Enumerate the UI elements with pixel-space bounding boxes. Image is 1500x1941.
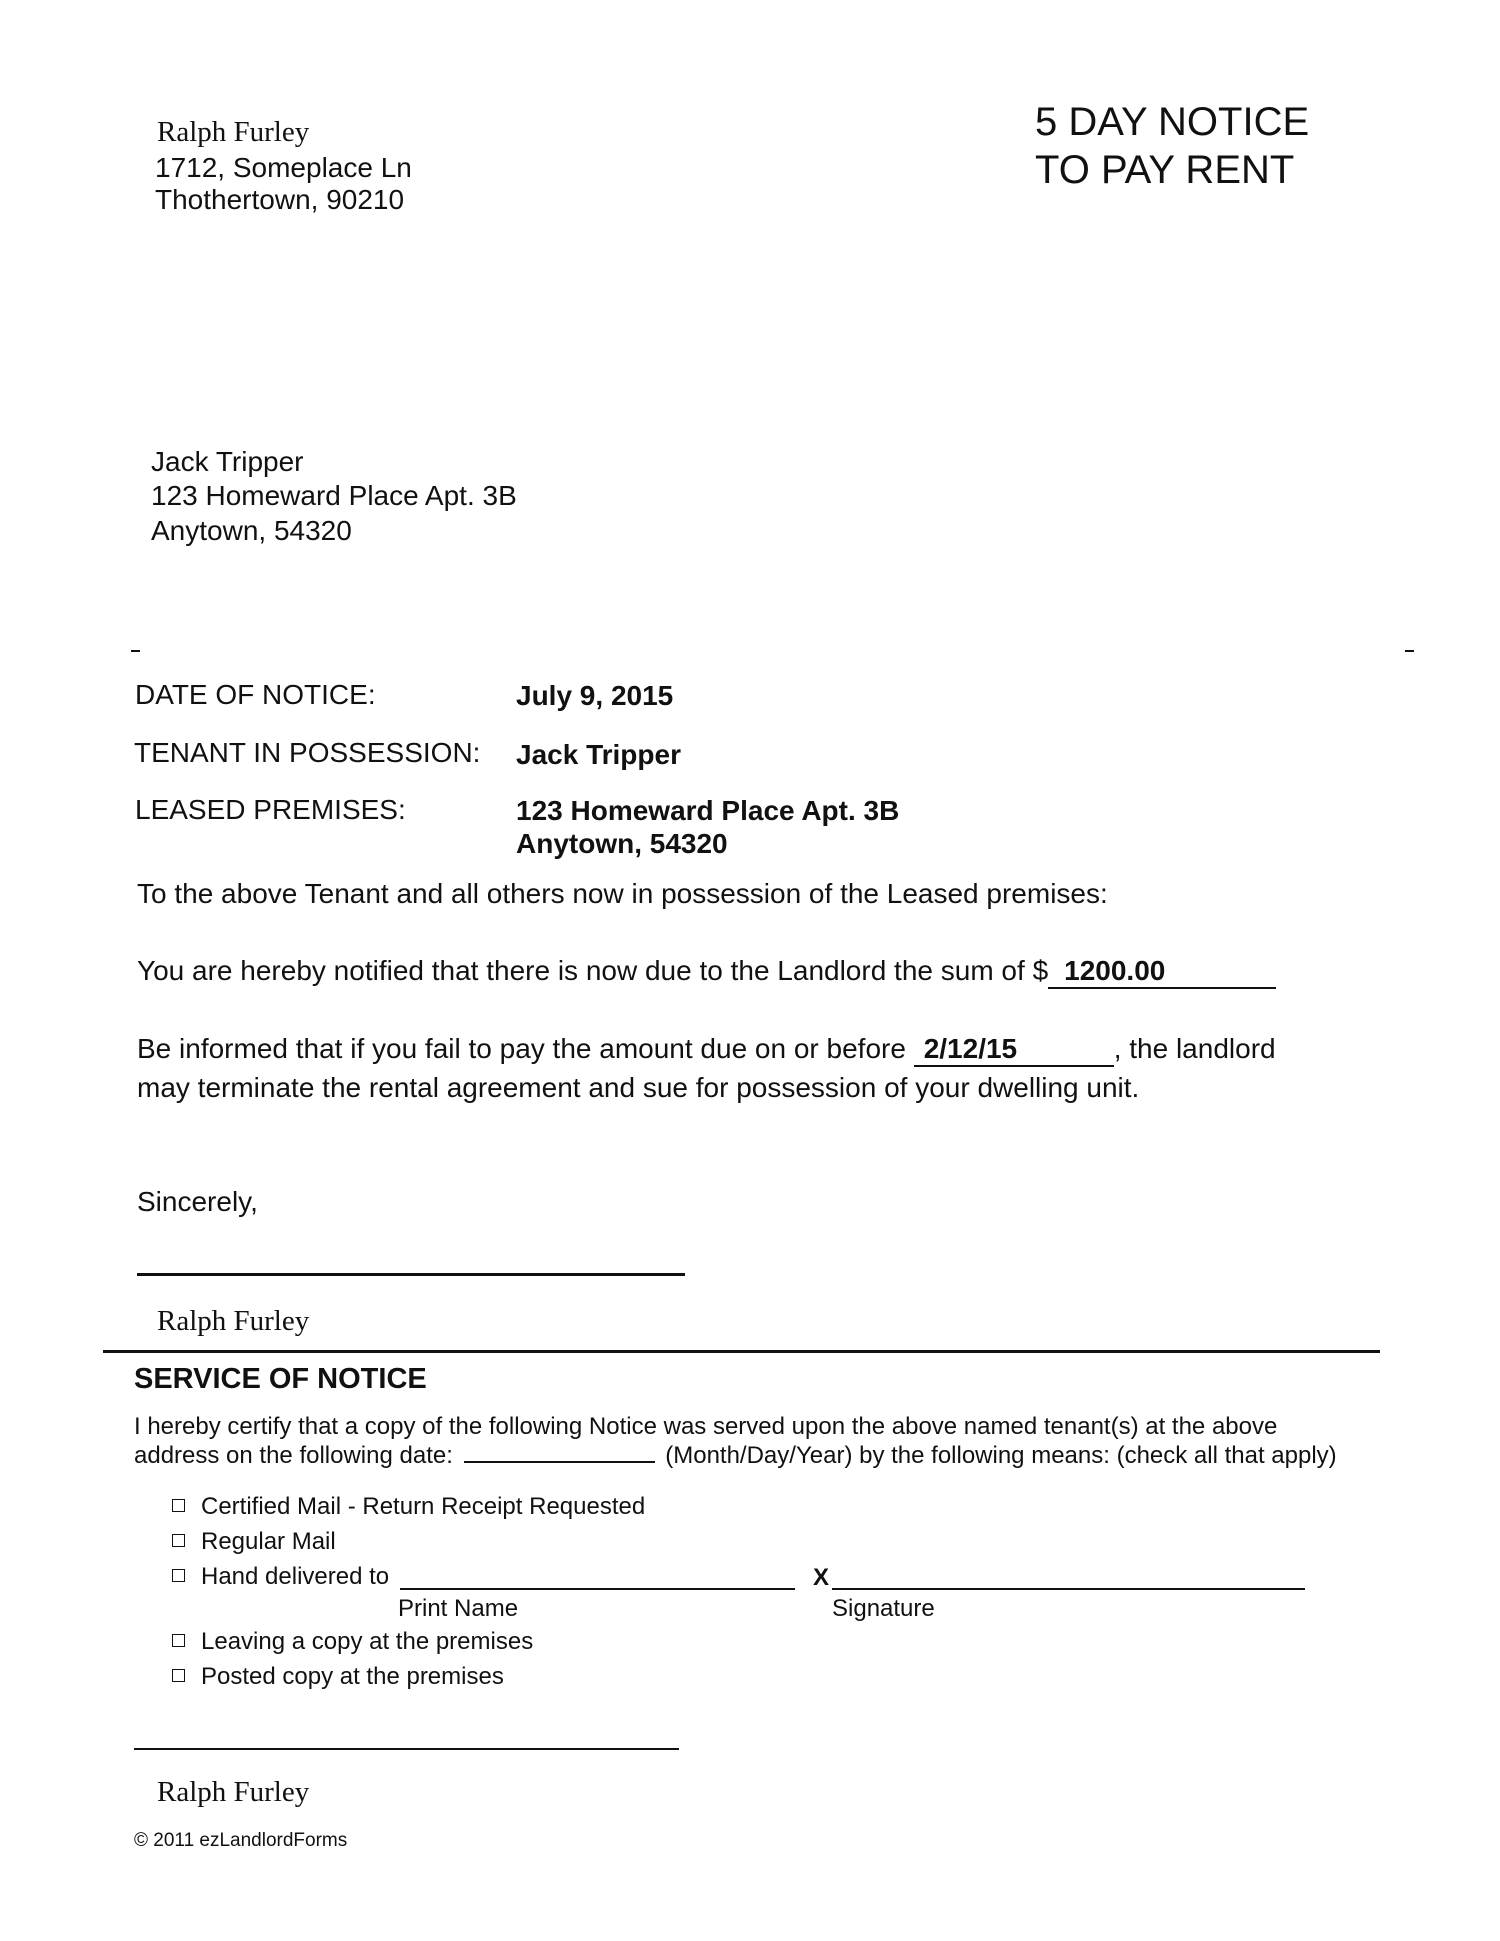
premises-label: LEASED PREMISES: <box>135 794 406 825</box>
pay-deadline-date: 2/12/15 <box>923 1033 1018 1064</box>
premises-value-line2: Anytown, 54320 <box>516 828 728 859</box>
signature-x-mark: X <box>813 1564 830 1591</box>
option-label: Hand delivered to <box>201 1563 390 1590</box>
certify-line2-after: (Month/Day/Year) by the following means: (check all that apply) <box>665 1442 1337 1469</box>
recipient-name: Jack Tripper <box>151 446 304 477</box>
pay-deadline-field <box>914 1033 1114 1067</box>
tenant-label: TENANT IN POSSESSION: <box>134 737 481 768</box>
copyright-footer: © 2011 ezLandlordForms <box>134 1830 348 1851</box>
amount-due-paragraph <box>137 953 1276 989</box>
checkbox[interactable] <box>172 1669 185 1682</box>
recipient-address-line1: 123 Homeward Place Apt. 3B <box>151 480 517 511</box>
amount-due-text: You are hereby notified that there is now due to the Landlord the sum of $ <box>137 955 1049 986</box>
option-label: Regular Mail <box>201 1528 336 1555</box>
option-label: Leaving a copy at the premises <box>201 1628 534 1655</box>
signature-label: Signature <box>832 1595 935 1622</box>
print-name-line[interactable] <box>400 1588 795 1590</box>
notice-title-line1: 5 DAY NOTICE <box>1035 100 1310 144</box>
checkbox[interactable] <box>172 1499 185 1512</box>
landlord-signer-name: Ralph Furley <box>157 1305 310 1337</box>
closing-salutation: Sincerely, <box>137 1186 258 1217</box>
service-option-regular-mail[interactable] <box>172 1527 336 1557</box>
premises-value-line1: 123 Homeward Place Apt. 3B <box>516 795 900 826</box>
service-option-posted-copy[interactable] <box>172 1662 504 1692</box>
server-signature-line <box>134 1748 679 1750</box>
landlord-signature-line <box>137 1273 685 1276</box>
date-of-notice-label: DATE OF NOTICE: <box>135 679 376 710</box>
service-date-field[interactable] <box>464 1461 655 1463</box>
section-divider <box>103 1350 1380 1353</box>
amount-due-field <box>1048 955 1276 989</box>
checkbox[interactable] <box>172 1569 185 1582</box>
intro-paragraph: To the above Tenant and all others now in possession of the Leased premises: <box>137 878 1108 909</box>
date-of-notice-value: July 9, 2015 <box>516 680 674 711</box>
fold-mark-right <box>1405 650 1414 652</box>
pay-deadline-text-after: , the landlord <box>1113 1033 1276 1064</box>
pay-deadline-paragraph-line2: may terminate the rental agreement and sue for possession of your dwelling unit. <box>137 1072 1140 1103</box>
certify-line2-before: address on the following date: <box>134 1442 453 1469</box>
tenant-value: Jack Tripper <box>516 739 681 770</box>
pay-deadline-text: Be informed that if you fail to pay the amount due on or before <box>137 1033 906 1064</box>
fold-mark-left <box>131 650 140 652</box>
notice-title-line2: TO PAY RENT <box>1035 148 1295 192</box>
server-name: Ralph Furley <box>157 1776 310 1808</box>
amount-due-value: 1200.00 <box>1064 955 1166 986</box>
pay-deadline-paragraph <box>137 1031 1276 1067</box>
landlord-address-line2: Thothertown, 90210 <box>155 184 405 215</box>
print-name-label: Print Name <box>398 1595 519 1622</box>
certify-line1: I hereby certify that a copy of the following Notice was served upon the above named tenant(s) at the above <box>134 1413 1278 1440</box>
service-option-hand-delivered[interactable] <box>172 1562 389 1592</box>
checkbox[interactable] <box>172 1534 185 1547</box>
landlord-address-line1: 1712, Someplace Ln <box>155 152 412 183</box>
checkbox[interactable] <box>172 1634 185 1647</box>
landlord-name: Ralph Furley <box>157 116 310 148</box>
option-label: Certified Mail - Return Receipt Requested <box>201 1493 646 1520</box>
hand-delivery-signature-line[interactable] <box>832 1588 1305 1590</box>
recipient-address-line2: Anytown, 54320 <box>151 515 352 546</box>
service-option-leaving-copy[interactable] <box>172 1627 533 1657</box>
certify-line2 <box>134 1441 1337 1471</box>
option-label: Posted copy at the premises <box>201 1663 504 1690</box>
service-option-certified[interactable] <box>172 1492 645 1522</box>
service-heading: SERVICE OF NOTICE <box>134 1363 427 1395</box>
